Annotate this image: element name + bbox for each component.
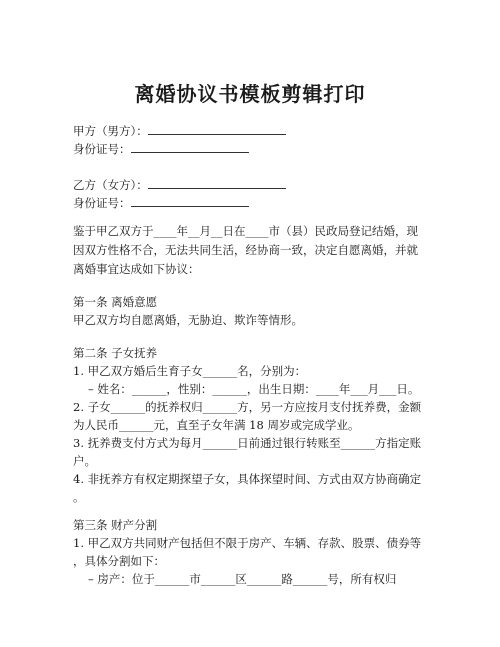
article3-heading: 第三条 财产分割 bbox=[73, 518, 158, 532]
article2-line: 4. 非抚养方有权定期探望子女，具体探望时间、方式由双方协商确定 bbox=[73, 472, 422, 486]
article1-heading: 第一条 离婚意愿 bbox=[73, 295, 158, 309]
preamble-line: 离婚事宜达成如下协议： bbox=[73, 262, 200, 276]
party-a-blank bbox=[148, 124, 286, 135]
preamble-line: 鉴于甲乙双方于____年__月__日在____市（县）民政局登记结婚，现 bbox=[73, 224, 418, 238]
party-b-id-blank bbox=[131, 196, 249, 207]
article2-line: 1. 甲乙双方婚后生育子女______名，分别为： bbox=[73, 364, 307, 378]
article3-line: – 房产：位于______市______区______路______号，所有权归 bbox=[88, 572, 397, 586]
page-title: 离婚协议书模板剪辑打印 bbox=[134, 82, 366, 106]
article2-line: 。 bbox=[73, 490, 85, 504]
party-b-id-label: 身份证号： bbox=[73, 196, 131, 210]
article2-line: 2. 子女______的抚养权归______方，另一方应按月支付抚养费，金额 bbox=[73, 400, 422, 414]
party-a-row bbox=[73, 124, 286, 138]
party-b-row bbox=[73, 178, 286, 192]
article2-line: 3. 抚养费支付方式为每月______日前通过银行转账至______方指定账 bbox=[73, 436, 422, 450]
preamble-line: 因双方性格不合，无法共同生活，经协商一致，决定自愿离婚，并就 bbox=[73, 243, 418, 257]
party-b-label: 乙方（女方）： bbox=[73, 178, 148, 192]
article3-line: 1. 甲乙双方共同财产包括但不限于房产、车辆、存款、股票、债券等 bbox=[73, 536, 422, 550]
party-b-id-row bbox=[73, 196, 249, 210]
article2-line: – 姓名：______，性别：______，出生日期：____年___月___日。 bbox=[88, 382, 420, 396]
party-b-blank bbox=[148, 178, 286, 189]
party-a-id-row bbox=[73, 142, 249, 156]
article2-line: 为人民币______元，直至子女年满 18 周岁或完成学业。 bbox=[73, 418, 360, 432]
party-a-id-blank bbox=[131, 142, 249, 153]
article2-heading: 第二条 子女抚养 bbox=[73, 346, 158, 360]
party-a-id-label: 身份证号： bbox=[73, 142, 131, 156]
article3-line: ，具体分割如下： bbox=[73, 554, 165, 568]
article1-line: 甲乙双方均自愿离婚，无胁迫、欺诈等情形。 bbox=[73, 313, 303, 327]
party-a-label: 甲方（男方）： bbox=[73, 124, 148, 138]
article2-line: 户。 bbox=[73, 454, 96, 468]
